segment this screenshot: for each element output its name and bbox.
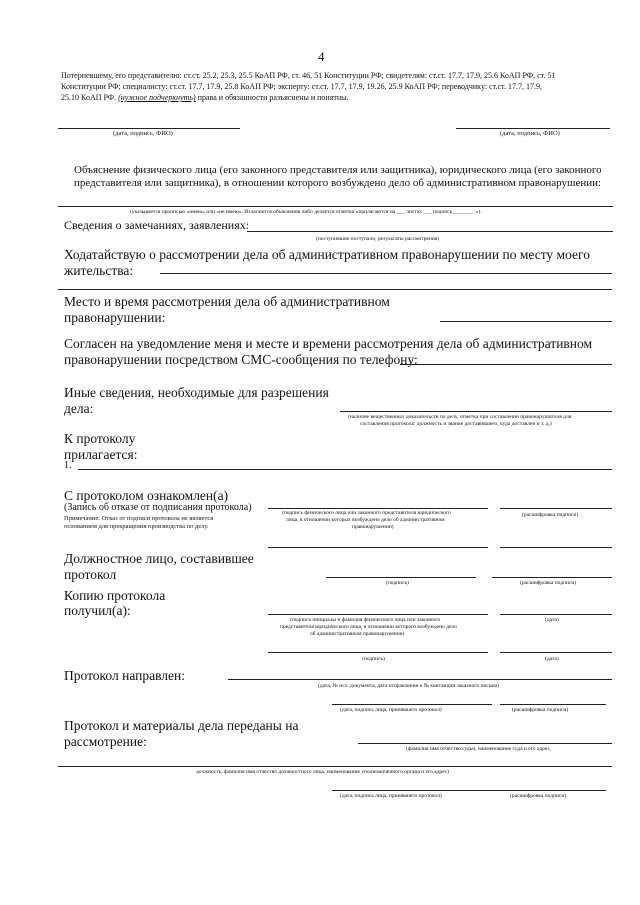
copy-line-2: получил(а): bbox=[64, 603, 131, 618]
sms-line-2: правонарушении посредством СМС-сообщения по телефону: bbox=[64, 352, 418, 367]
transferred-caption-4: (расшифровка подписи) bbox=[510, 793, 567, 799]
explanation-caption: (указывается прописью «имею» или «не имею». Излагаются объяснения либо делается отметка «прилагаются на ___ листах ___ подпись________ »). bbox=[130, 209, 482, 215]
transferred-line-1: Протокол и материалы дела переданы на bbox=[64, 718, 299, 733]
place-time-line-1: Место и время рассмотрения дела об административном bbox=[64, 294, 390, 309]
copy-caption-2: представителя юридического лица, в отношении которого возбуждено дело bbox=[280, 624, 457, 630]
intro-line-2: Конституции РФ; специалисту: ст.ст. 17.7, 17.9, 25.8 КоАП РФ; эксперту: ст.ст. 17.7, 17.9, 19.26, 25.9 КоАП РФ; переводчику: ст.ст. 17.7, 17.9, bbox=[61, 82, 542, 91]
acquainted-note-1: Примечание: Отказ от подписи протокола не является bbox=[64, 515, 214, 522]
transferred-judge-line[interactable] bbox=[358, 743, 612, 744]
sign-right-line[interactable] bbox=[456, 128, 610, 129]
official-caption-decode: (расшифровка подписи) bbox=[520, 580, 577, 586]
sent-caption-3: (расшифровка подписи) bbox=[512, 707, 569, 713]
copy-date-line[interactable] bbox=[500, 614, 612, 615]
copy-line-1: Копию протокола bbox=[64, 588, 166, 603]
explanation-line[interactable] bbox=[58, 206, 613, 207]
intro-underlined: (нужное подчеркнуть) bbox=[118, 93, 196, 102]
attached-line-2: прилагается: bbox=[64, 447, 138, 462]
explanation-line-2: представителя или защитника), в отношении которого возбуждено дело об административном правонарушении: bbox=[74, 177, 602, 189]
place-time-line-2: правонарушении: bbox=[64, 310, 166, 325]
copy-date-line-2[interactable] bbox=[500, 652, 612, 653]
transferred-line-2: рассмотрение: bbox=[64, 734, 147, 749]
page-number: 4 bbox=[318, 49, 325, 64]
acquainted-caption-right: (расшифровка подписи) bbox=[522, 512, 579, 518]
acquainted-caption-left-3: правонарушении) bbox=[352, 524, 394, 530]
sent-label: Протокол направлен: bbox=[64, 668, 186, 683]
sign-left-line[interactable] bbox=[58, 128, 240, 129]
intro-line-3-end: права и обязанности разъяснены и понятны. bbox=[197, 93, 349, 102]
acquainted-caption-left-1: (подпись физического лица или законного представителя юридического bbox=[282, 510, 451, 516]
transferred-caption-3: (дата, подпись лица, принявшего протокол) bbox=[340, 793, 442, 799]
other-caption-1: (наличие вещественных доказательств по делу, отметка при составлении правонарушителя для bbox=[348, 414, 572, 420]
other-line[interactable] bbox=[340, 411, 612, 412]
official-decode-line[interactable] bbox=[492, 577, 612, 578]
petition-line[interactable] bbox=[160, 273, 612, 274]
official-sign-line[interactable] bbox=[326, 577, 476, 578]
transferred-decode-line[interactable] bbox=[482, 790, 606, 791]
copy-caption-date-2: (дата) bbox=[545, 656, 559, 662]
sent-caption-1: (дата, № исх. документа, дата отправления и № квитанции заказного письма) bbox=[318, 683, 499, 689]
intro-line-1: Потерпевшему, его представителю: ст.ст. 25.2, 25.3, 25.5 КоАП РФ, ст. 46, 51 Конституции РФ; свидетелям: ст.ст. 17.7, 17.9, 25.6 КоАП РФ, ст. 51 bbox=[61, 71, 556, 80]
transferred-sign-line[interactable] bbox=[332, 790, 492, 791]
copy-caption-3: об административном правонарушении) bbox=[310, 631, 405, 637]
acquainted-line-1: С протоколом ознакомлен(а) bbox=[64, 488, 229, 503]
remarks-line[interactable] bbox=[247, 231, 613, 232]
sms-line-1: Согласен на уведомление меня и месте и времени рассмотрения дела об административном bbox=[64, 336, 593, 351]
official-line-2: протокол bbox=[64, 567, 117, 582]
attached-line-1: К протоколу bbox=[64, 431, 136, 446]
intro-line-3 bbox=[61, 93, 349, 103]
remarks-label: Сведения о замечаниях, заявлениях: bbox=[64, 218, 250, 232]
attached-item-1: 1. bbox=[64, 460, 72, 471]
sent-caption-2: (дата, подпись лица, принявшего протокол) bbox=[340, 707, 442, 713]
copy-caption-date: (дата) bbox=[545, 617, 559, 623]
other-caption-2: составления протокола: должность и звание доставившего, куда доставлен и т. д.) bbox=[360, 421, 552, 427]
explanation-line-1: Объяснение физического лица (его законного представителя или защитника), юридического лица (его законного bbox=[74, 164, 602, 176]
transferred-official-line[interactable] bbox=[58, 766, 612, 767]
transferred-caption-2: должность, фамилия имя отчество должностного лица, наименование уполномоченного органа и его адрес) bbox=[196, 769, 450, 775]
sent-decode-line[interactable] bbox=[500, 704, 606, 705]
other-line-1: Иные сведения, необходимые для разрешения bbox=[64, 385, 329, 400]
copy-sign-line-2[interactable] bbox=[268, 652, 488, 653]
acquainted-note-2: основанием для прекращения производства по делу. bbox=[64, 523, 209, 530]
acquainted-line-2: (Запись об отказе от подписания протокола) bbox=[64, 502, 252, 513]
other-line-2: дела: bbox=[64, 401, 94, 416]
sms-phone-line[interactable] bbox=[400, 364, 612, 365]
acquainted-decode-line[interactable] bbox=[500, 508, 612, 509]
acquainted-sign-line-2[interactable] bbox=[268, 547, 488, 548]
acquainted-caption-left-2: лица, в отношении которых возбуждено дело об административном bbox=[286, 517, 445, 523]
sent-line[interactable] bbox=[228, 679, 612, 680]
sent-sign-line[interactable] bbox=[332, 704, 492, 705]
official-line-1: Должностное лицо, составившее bbox=[64, 551, 254, 566]
remarks-caption: (поступившие поступали, результаты рассмотрения) bbox=[316, 236, 440, 242]
acquainted-decode-line-2[interactable] bbox=[500, 547, 612, 548]
copy-sign-line[interactable] bbox=[268, 614, 488, 615]
petition-line-1: Ходатайствую о рассмотрении дела об административном правонарушении по месту моего bbox=[64, 247, 590, 262]
petition-line-2-rule[interactable] bbox=[58, 289, 612, 290]
copy-caption-1: (подпись инициалы и фамилия физического лица или законного bbox=[290, 617, 441, 623]
transferred-caption-1: (фамилия имя отчество судьи, наименование суда и его адрес, bbox=[406, 746, 552, 752]
attached-line[interactable] bbox=[78, 469, 612, 470]
official-caption-sign: (подпись) bbox=[386, 580, 409, 586]
petition-line-2: жительства: bbox=[64, 263, 134, 278]
acquainted-sign-line[interactable] bbox=[268, 508, 488, 509]
intro-line-3-start: 25.10 КоАП РФ. bbox=[61, 93, 117, 102]
place-time-line[interactable] bbox=[440, 321, 612, 322]
sign-left-caption: (дата, подпись, ФИО) bbox=[113, 130, 173, 137]
sign-right-caption: (дата, подпись, ФИО) bbox=[500, 130, 560, 137]
copy-caption-sign-2: (подпись) bbox=[362, 656, 385, 662]
